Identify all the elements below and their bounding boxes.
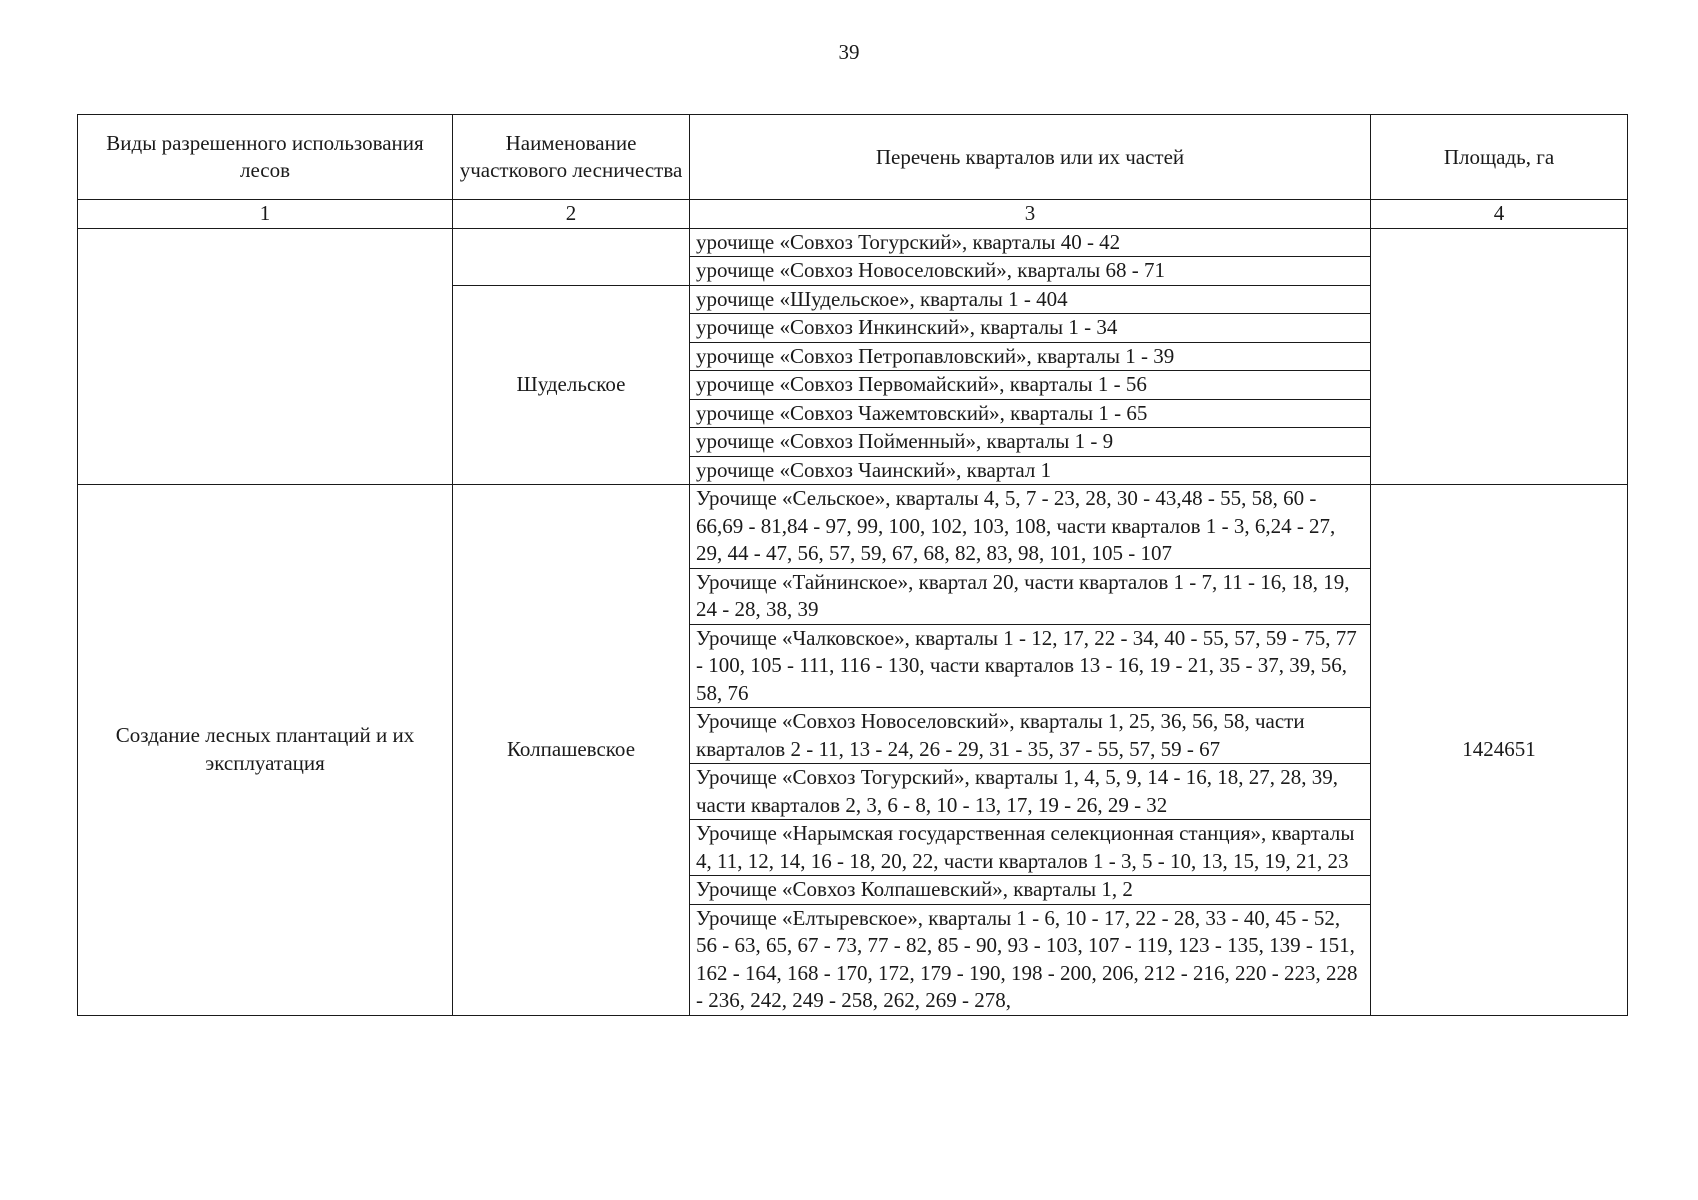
quarters-cell: Урочище «Нарымская государственная селекционная станция», кварталы 4, 11, 12, 14, 16 - 18, 20, 22, части кварталов 1 - 3, 5 - 10, 13, 15, 19, 21, 23 (690, 820, 1371, 876)
column-number: 1 (78, 200, 453, 229)
quarters-cell: урочище «Совхоз Чаинский», квартал 1 (690, 456, 1371, 485)
column-number: 4 (1371, 200, 1628, 229)
header-district: Наименование участкового лесничества (453, 115, 690, 200)
quarters-cell: Урочище «Сельское», кварталы 4, 5, 7 - 23, 28, 30 - 43,48 - 55, 58, 60 - 66,69 - 81,84 - 97, 99, 100, 102, 103, 108, части кварталов 1 - 3, 6,24 - 27, 29, 44 - 47, 56, 57, 59, 67, 68, 82, 83, 98, 101, 105 - 107 (690, 485, 1371, 569)
area-cell (1371, 228, 1628, 485)
table-row (78, 485, 1628, 569)
district-cell: Шудельское (453, 285, 690, 485)
quarters-cell: Урочище «Совхоз Колпашевский», кварталы 1, 2 (690, 876, 1371, 905)
table-header-row (78, 115, 1628, 200)
header-use-type: Виды разрешенного использования лесов (78, 115, 453, 200)
district-cell: Колпашевское (453, 485, 690, 1016)
use-type-cell (78, 228, 453, 485)
district-cell (453, 228, 690, 285)
table-row (78, 228, 1628, 257)
quarters-cell: Урочище «Чалковское», кварталы 1 - 12, 17, 22 - 34, 40 - 55, 57, 59 - 75, 77 - 100, 105 - 111, 116 - 130, части кварталов 13 - 16, 19 - 21, 35 - 37, 39, 56, 58, 76 (690, 624, 1371, 708)
quarters-cell: Урочище «Совхоз Тогурский», кварталы 1, 4, 5, 9, 14 - 16, 18, 27, 28, 39, части кварталов 2, 3, 6 - 8, 10 - 13, 17, 19 - 26, 29 - 32 (690, 764, 1371, 820)
quarters-cell: урочище «Совхоз Петропавловский», кварталы 1 - 39 (690, 342, 1371, 371)
column-number-row (78, 200, 1628, 229)
quarters-cell: урочище «Совхоз Новоселовский», кварталы 68 - 71 (690, 257, 1371, 286)
use-type-cell: Создание лесных плантаций и их эксплуатация (78, 485, 453, 1016)
quarters-cell: урочище «Совхоз Тогурский», кварталы 40 - 42 (690, 228, 1371, 257)
quarters-cell: урочище «Совхоз Чажемтовский», кварталы 1 - 65 (690, 399, 1371, 428)
quarters-cell: урочище «Совхоз Первомайский», кварталы 1 - 56 (690, 371, 1371, 400)
column-number: 2 (453, 200, 690, 229)
quarters-cell: урочище «Совхоз Пойменный», кварталы 1 - 9 (690, 428, 1371, 457)
header-area: Площадь, га (1371, 115, 1628, 200)
quarters-cell: Урочище «Тайнинское», квартал 20, части кварталов 1 - 7, 11 - 16, 18, 19, 24 - 28, 38, 39 (690, 568, 1371, 624)
column-number: 3 (690, 200, 1371, 229)
quarters-cell: Урочище «Совхоз Новоселовский», кварталы 1, 25, 36, 56, 58, части кварталов 2 - 11, 13 - 24, 26 - 29, 31 - 35, 37 - 55, 57, 59 - 67 (690, 708, 1371, 764)
quarters-cell: Урочище «Елтыревское», кварталы 1 - 6, 10 - 17, 22 - 28, 33 - 40, 45 - 52, 56 - 63, 65, 67 - 73, 77 - 82, 85 - 90, 93 - 103, 107 - 119, 123 - 135, 139 - 151, 162 - 164, 168 - 170, 172, 179 - 190, 198 - 200, 206, 212 - 216, 220 - 223, 228 - 236, 242, 249 - 258, 262, 269 - 278, (690, 904, 1371, 1015)
forest-use-table (77, 114, 1628, 1016)
page-number: 39 (838, 40, 860, 64)
quarters-cell: урочище «Совхоз Инкинский», кварталы 1 - 34 (690, 314, 1371, 343)
header-quarters: Перечень кварталов или их частей (690, 115, 1371, 200)
area-cell: 1424651 (1371, 485, 1628, 1016)
quarters-cell: урочище «Шудельское», кварталы 1 - 404 (690, 285, 1371, 314)
